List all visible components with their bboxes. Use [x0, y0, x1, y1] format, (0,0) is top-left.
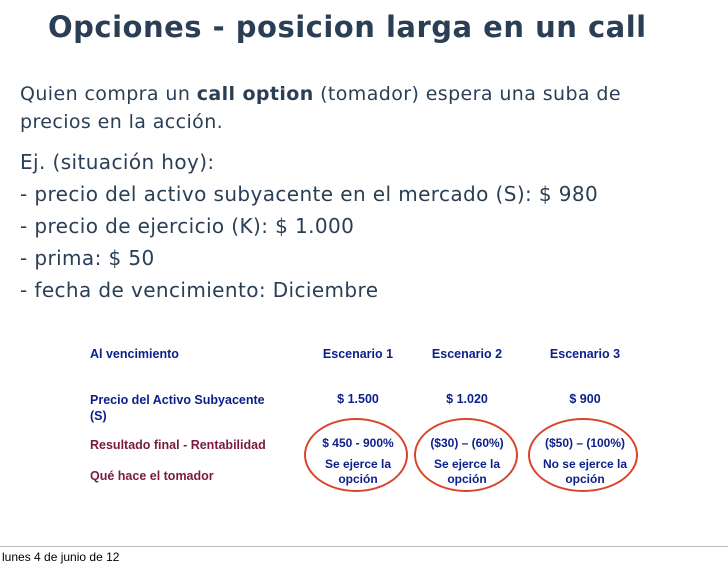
slide-title: Opciones - posicion larga en un call — [48, 10, 647, 44]
example-heading: Ej. (situación hoy): — [20, 150, 215, 174]
example-item: - precio de ejercicio (K): $ 1.000 — [20, 214, 355, 238]
row-label-precio-line2: (S) — [90, 409, 107, 423]
intro-line-2: precios en la acción. — [20, 111, 224, 133]
highlight-ellipse — [414, 418, 518, 492]
intro-text-post: (tomador) espera una suba de — [313, 83, 621, 105]
tomador-value-line2: opción — [447, 472, 487, 486]
example-item: - precio del activo subyacente en el mercado (S): $ 980 — [20, 182, 599, 206]
precio-value: $ 1.500 — [337, 392, 379, 406]
row-label-tomador: Qué hace el tomador — [90, 469, 214, 483]
table-header-label: Al vencimiento — [90, 347, 179, 361]
footer-date: lunes 4 de junio de 12 — [2, 550, 120, 564]
tomador-value-line1: Se ejerce la — [324, 457, 392, 471]
precio-value: $ 1.020 — [446, 392, 488, 406]
scenario-header: Escenario 2 — [431, 347, 503, 361]
precio-value: $ 900 — [569, 392, 601, 406]
row-label-precio-line1: Precio del Activo Subyacente — [90, 393, 265, 407]
highlight-ellipse — [304, 418, 408, 492]
scenario-header: Escenario 3 — [549, 347, 621, 361]
tomador-value-line1: Se ejerce la — [433, 457, 501, 471]
example-item: - prima: $ 50 — [20, 246, 155, 270]
example-list — [20, 146, 598, 306]
tomador-value-line2: opción — [338, 472, 378, 486]
resultado-value: $ 450 - 900% — [322, 436, 394, 450]
highlight-ellipse — [528, 418, 638, 492]
intro-text-bold: call option — [196, 83, 314, 105]
row-label-resultado: Resultado final - Rentabilidad — [90, 438, 266, 452]
resultado-value: ($50) – (100%) — [544, 436, 626, 450]
row-label-precio — [90, 392, 265, 424]
tomador-value-line2: opción — [565, 472, 605, 486]
footer-divider — [0, 546, 728, 547]
scenario-header: Escenario 1 — [322, 347, 394, 361]
tomador-value-line1: No se ejerce la — [542, 457, 628, 471]
example-item: - fecha de vencimiento: Diciembre — [20, 278, 379, 302]
resultado-value: ($30) – (60%) — [430, 436, 504, 450]
intro-paragraph — [20, 80, 621, 136]
intro-text-pre: Quien compra un — [20, 83, 197, 105]
intro-line-1 — [20, 80, 621, 108]
